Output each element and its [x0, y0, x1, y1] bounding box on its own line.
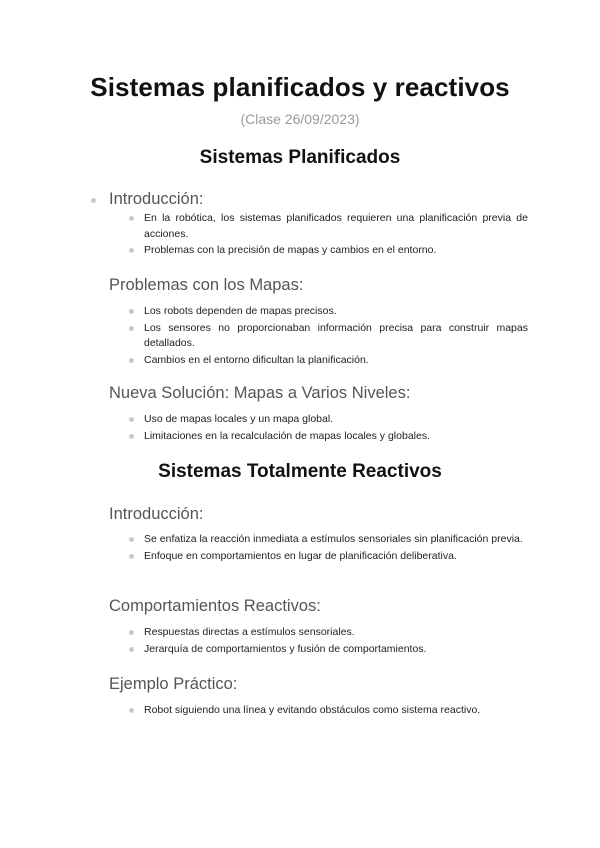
subsection-heading: Ejemplo Práctico:: [109, 675, 238, 693]
list-item: En la robótica, los sistemas planificados requieren una planificación previa de acciones.: [128, 211, 528, 242]
bullet-icon: [129, 554, 134, 559]
subsection-heading: Introducción:: [109, 190, 204, 208]
bullet-list: [128, 625, 528, 658]
section-heading-reactivos: Sistemas Totalmente Reactivos: [158, 461, 442, 482]
list-item: Se enfatiza la reacción inmediata a estímulos sensoriales sin planificación previa.: [128, 532, 528, 548]
bullet-icon: [129, 434, 134, 439]
list-item: Enfoque en comportamientos en lugar de planificación deliberativa.: [128, 549, 528, 565]
bullet-list: [128, 304, 528, 369]
list-item: Los robots dependen de mapas precisos.: [128, 304, 528, 320]
bullet-icon: [129, 358, 134, 363]
bullet-icon: [129, 216, 134, 221]
subsection-heading: Introducción:: [109, 505, 204, 523]
section-heading-planificados: Sistemas Planificados: [199, 147, 401, 168]
list-item: Los sensores no proporcionaban información precisa para construir mapas detallados.: [128, 321, 528, 352]
list-item: Limitaciones en la recalculación de mapas locales y globales.: [128, 429, 528, 445]
bullet-icon: [129, 417, 134, 422]
list-item: Robot siguiendo una línea y evitando obstáculos como sistema reactivo.: [128, 703, 528, 719]
subsection-heading: Comportamientos Reactivos:: [109, 597, 321, 615]
bullet-icon: [129, 326, 134, 331]
list-item: Respuestas directas a estímulos sensoriales.: [128, 625, 528, 641]
bullet-list: [128, 412, 528, 445]
bullet-list: [128, 703, 528, 720]
list-item: Cambios en el entorno dificultan la planificación.: [128, 353, 528, 369]
bullet-icon: [129, 309, 134, 314]
bullet-icon: [129, 630, 134, 635]
list-item: Jerarquía de comportamientos y fusión de comportamientos.: [128, 642, 528, 658]
bullet-list: [128, 211, 528, 260]
class-date: (Clase 26/09/2023): [240, 111, 360, 127]
bullet-icon: [129, 248, 134, 253]
subsection-heading: Problemas con los Mapas:: [109, 276, 304, 294]
bullet-list: [128, 532, 528, 565]
bullet-icon: [129, 708, 134, 713]
page-title: Sistemas planificados y reactivos: [90, 72, 510, 102]
list-item: Problemas con la precisión de mapas y cambios en el entorno.: [128, 243, 528, 259]
bullet-icon: [129, 647, 134, 652]
list-item: Uso de mapas locales y un mapa global.: [128, 412, 528, 428]
bullet-icon: [91, 198, 96, 203]
bullet-icon: [129, 537, 134, 542]
subsection-heading: Nueva Solución: Mapas a Varios Niveles:: [109, 384, 411, 402]
